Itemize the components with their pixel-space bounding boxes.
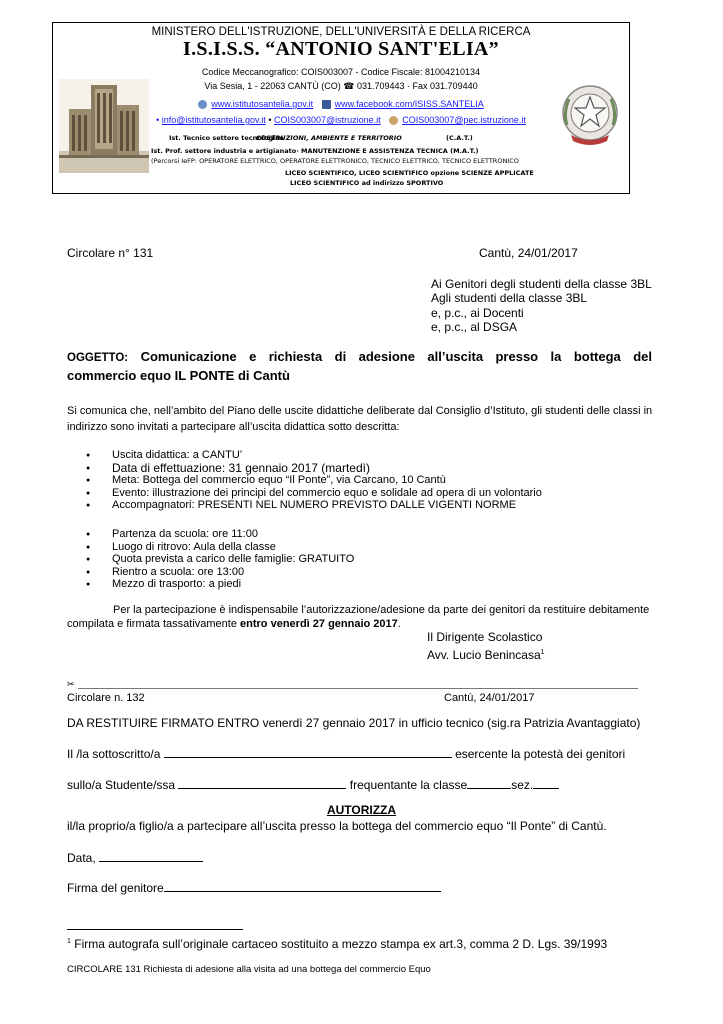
date-field-row: [67, 849, 203, 865]
list-item: ● Evento: illustrazione dei principi del commercio equo e solidale ad opera di un volontario: [86, 487, 542, 500]
liceo-line-2: LICEO SCIENTIFICO ad indirizzo SPORTIVO: [290, 179, 444, 187]
subject-text: Comunicazione e richiesta di adesione all’uscita presso la bottega del: [140, 349, 652, 364]
list-item: ● Quota prevista a carico delle famiglie: GRATUITO: [86, 553, 354, 566]
date-field[interactable]: [99, 849, 203, 862]
ministry-name: MINISTERO DELL'ISTRUZIONE, DELL'UNIVERSITÀ E DELLA RICERCA: [151, 26, 531, 38]
letterhead: [52, 22, 630, 194]
participation-line-2: [67, 618, 401, 630]
globe-icon: [198, 100, 207, 109]
signature-label: Firma del genitore: [67, 881, 164, 895]
date-label: Data,: [67, 851, 96, 865]
tech-spec: COSTRUZIONI, AMBIENTE E TERRITORIO: [256, 134, 402, 142]
circular-number: Circolare n° 131: [67, 246, 154, 260]
student-name-field[interactable]: [178, 776, 346, 789]
facebook-icon: [322, 100, 331, 109]
cut-line: [78, 688, 638, 689]
signature-field-row: [67, 879, 441, 895]
tech-code: (C.A.T.): [446, 134, 473, 142]
school-building-image: [59, 79, 149, 173]
subject-line-1: [67, 349, 652, 364]
guardian-label: esercente la potestà dei genitori: [455, 747, 626, 761]
school-name: I.S.I.S.S. “ANTONIO SANT'ELIA”: [183, 38, 499, 60]
email-info-link[interactable]: info@istitutosantelia.gov.it: [161, 115, 266, 125]
footnote-separator: [67, 929, 243, 930]
section-label: sez.: [511, 778, 534, 792]
list-item: ● Mezzo di trasporto: a piedi: [86, 578, 354, 591]
prof-line: Ist. Prof. settore industria e artigianato· MANUTENZIONE E ASSISTENZA TECNICA (M.A.T.): [151, 147, 479, 155]
list-item: ● Accompagnatori: PRESENTI NEL NUMERO PREVISTO DALLE VIGENTI NORME: [86, 499, 542, 512]
recipient-line: Ai Genitori degli studenti della classe 3BL: [431, 277, 652, 291]
section-field[interactable]: [533, 776, 559, 789]
footnote-mark: 1: [67, 938, 71, 945]
footnote-ref: 1: [540, 649, 545, 656]
iefp-line: (Percorsi IeFP: OPERATORE ELETTRICO, OPERATORE ELETTRONICO, TECNICO ELETTRICO, TECNICO ELETTRONICO: [151, 157, 519, 165]
authorization-text: il/la proprio/a figlio/a a partecipare all’uscita presso la bottega del commercio equo “Il Ponte” di Cantù.: [67, 819, 607, 833]
school-address: Via Sesia, 1 - 22063 CANTÙ (CO) ☎ 031.709443 · Fax 031.709440: [204, 81, 478, 91]
footnote: [67, 937, 607, 951]
deadline-text: entro venerdì 27 gennaio 2017: [240, 618, 398, 630]
list-item: ● Uscita didattica: a CANTU’: [86, 449, 542, 462]
return-instructions: DA RESTITUIRE FIRMATO ENTRO venerdì 27 gennaio 2017 in ufficio tecnico (sig.ra Patrizia Avantaggiato): [67, 716, 641, 730]
student-label: sullo/a Studente/ssa: [67, 778, 176, 792]
logistics-list: [86, 528, 354, 591]
recipient-line: Agli studenti della classe 3BL: [431, 291, 588, 305]
pec-link[interactable]: COIS003007@pec.istruzione.it: [402, 115, 526, 125]
liceo-line-1: LICEO SCIENTIFICO, LICEO SCIENTIFICO opzione SCIENZE APPLICATE: [285, 169, 534, 177]
school-codes: Codice Meccanografico: COIS003007 - Codice Fiscale: 81004210134: [201, 67, 481, 77]
circular-date: Cantù, 24/01/2017: [479, 246, 578, 260]
undersigned-name-field[interactable]: [164, 745, 452, 758]
undersigned-label: Il /la sottoscritto/a: [67, 747, 161, 761]
intro-line-2: indirizzo sono invitati a partecipare all’uscita didattica sotto descritta:: [67, 421, 400, 433]
tech-label: Ist. Tecnico settore tecnologico: [169, 134, 284, 142]
list-item: ● Partenza da scuola: ore 11:00: [86, 528, 354, 541]
list-item: ● Rientro a scuola: ore 13:00: [86, 566, 354, 579]
participation-line-1: Per la partecipazione è indispensabile l’autorizzazione/adesione da parte dei genitori da restituire debitamente: [113, 604, 650, 616]
subject-line-2: commercio equo IL PONTE di Cantù: [67, 368, 290, 383]
return-circular-number: Circolare n. 132: [67, 692, 145, 704]
signature-field[interactable]: [164, 879, 441, 892]
participation-end: .: [397, 618, 401, 630]
recipient-line: e, p.c., ai Docenti: [431, 306, 524, 320]
list-item: ● Luogo di ritrovo: Aula della classe: [86, 541, 354, 554]
email-separator: •: [268, 115, 272, 125]
trip-details-list: [86, 449, 542, 512]
scissors-icon: ✂: [67, 679, 75, 689]
recipient-line: e, p.c., al DSGA: [431, 320, 518, 334]
class-field[interactable]: [467, 776, 511, 789]
list-item: ● Meta: Bottega del commercio equo “Il Ponte”, via Carcano, 10 Cantù: [86, 474, 542, 487]
participation-text: compilata e firmata tassativamente: [67, 618, 241, 630]
footnote-text: Firma autografa sull’originale cartaceo sostituito a mezzo stampa ex art.3, comma 2 D. Lgs. 39/1993: [70, 937, 608, 951]
signatory-role: Il Dirigente Scolastico: [427, 630, 543, 644]
email-links: • info@istitutosantelia.gov.it • COIS003007@istruzione.it COIS003007@pec.istruzione.it: [156, 115, 526, 125]
facebook-link[interactable]: www.facebook.com/ISISS.SANTELIA: [334, 99, 484, 109]
subject-label: OGGETTO:: [67, 352, 129, 364]
student-field-row: [67, 776, 559, 792]
intro-line-1: Si comunica che, nell’ambito del Piano delle uscite didattiche deliberate dal Consiglio d’Istituto, gli studenti delle classi in: [67, 405, 653, 417]
signatory-name-text: Avv. Lucio Benincasa: [427, 648, 541, 662]
email-istruzione-link[interactable]: COIS003007@istruzione.it: [273, 115, 381, 125]
pec-mail-icon: [389, 116, 398, 125]
class-label: frequentante la classe: [349, 778, 468, 792]
authorization-heading: AUTORIZZA: [326, 803, 397, 817]
return-circular-date: Cantù, 24/01/2017: [444, 692, 535, 704]
page-footer: CIRCOLARE 131 Richiesta di adesione alla visita ad una bottega del commercio Equo: [67, 964, 431, 975]
italian-republic-seal-icon: [557, 79, 623, 155]
undersigned-field-row: [67, 745, 625, 761]
signatory-name: [427, 648, 545, 662]
list-item: ● Data di effettuazione: 31 gennaio 2017 (martedì): [86, 462, 542, 475]
website-link[interactable]: www.istitutosantelia.gov.it: [211, 99, 314, 109]
